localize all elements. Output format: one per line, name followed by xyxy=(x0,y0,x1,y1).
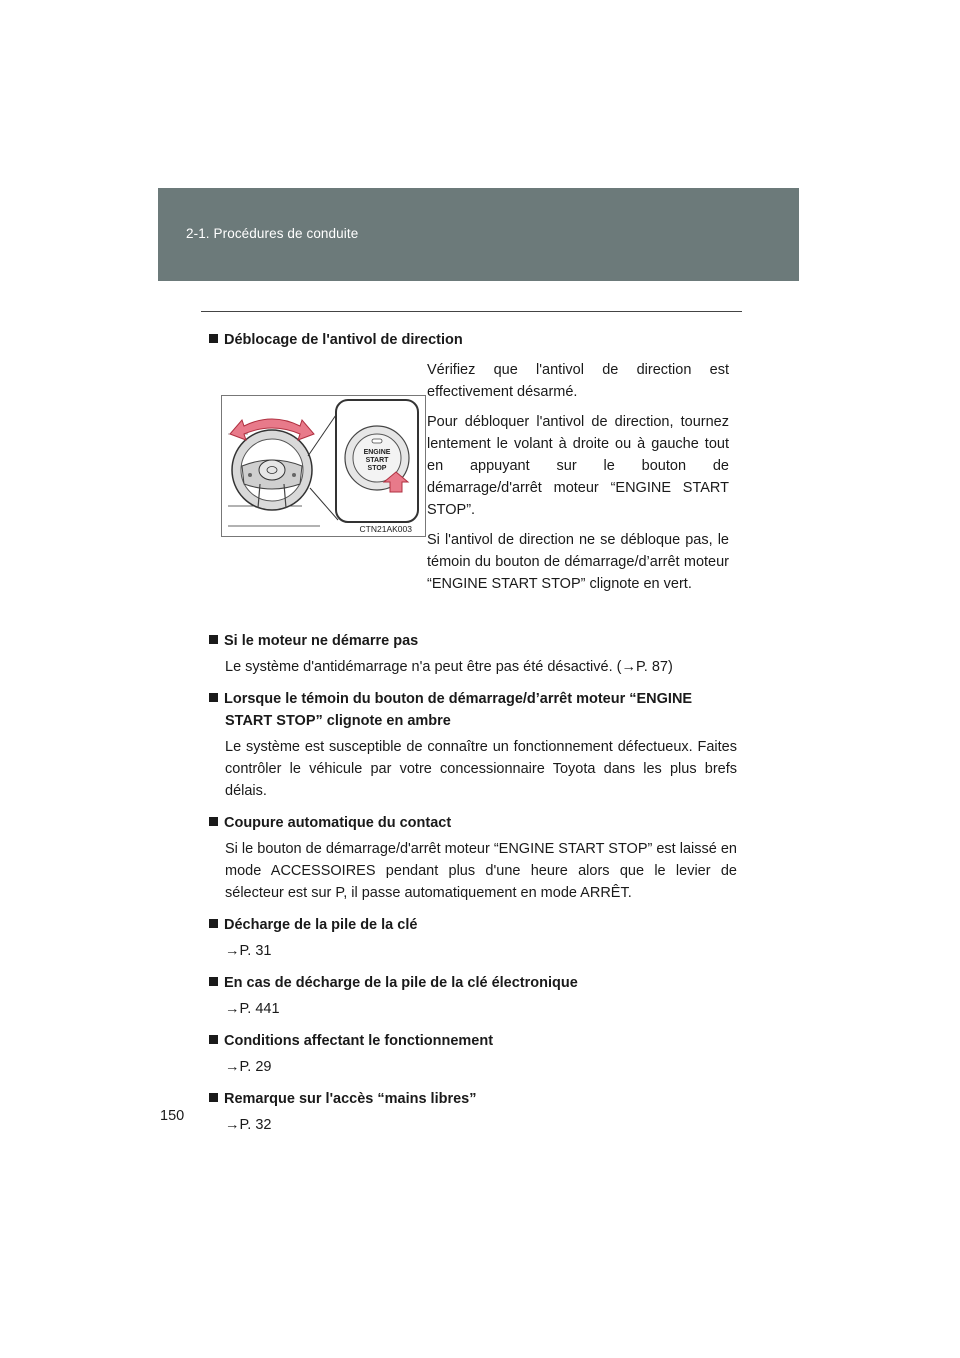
section-hands-free-note xyxy=(209,1088,737,1136)
chapter-header-band xyxy=(158,188,799,281)
button-label-line-3: STOP xyxy=(367,465,387,472)
square-bullet-icon xyxy=(209,1035,218,1044)
square-bullet-icon xyxy=(209,693,218,702)
page-number: 150 xyxy=(160,1108,185,1124)
section-title: Si le moteur ne démarre pas xyxy=(209,630,737,652)
section-title: Coupure automatique du contact xyxy=(209,812,737,834)
section-engine-not-starting xyxy=(209,630,737,678)
section-key-battery xyxy=(209,914,737,962)
steering-lock-instructions xyxy=(427,359,729,603)
chapter-title: 2-1. Procédures de conduite xyxy=(186,226,359,241)
page-content xyxy=(209,329,737,1146)
illustration-code: CTN21AK003 xyxy=(359,524,412,534)
section-divider xyxy=(201,311,742,312)
section-title: Conditions affectant le fonctionnement xyxy=(209,1030,737,1052)
section-auto-power-off xyxy=(209,812,737,904)
paragraph: Vérifiez que l'antivol de direction est effectivement désarmé. xyxy=(427,362,729,400)
steering-wheel-illustration xyxy=(221,395,426,537)
section-amber-indicator xyxy=(209,688,737,802)
paragraph: Si l'antivol de direction ne se débloque pas, le témoin du bouton de démarrage/d’arrêt moteur “ENGINE START STOP” clignote en vert. xyxy=(427,532,729,592)
steering-wheel-icon xyxy=(232,430,312,510)
paragraph: Pour débloquer l'antivol de direction, tournez lentement le volant à droite ou à gauche tout en appuyant sur le bouton de démarrage/d'arrêt moteur “ENGINE START STOP”. xyxy=(427,414,729,518)
page-reference: →P. 32 xyxy=(225,1117,272,1133)
section-steering-lock xyxy=(209,329,737,614)
steering-wheel-start-button-drawing xyxy=(222,396,425,536)
section-title: En cas de décharge de la pile de la clé électronique xyxy=(209,972,737,994)
section-electronic-key-battery xyxy=(209,972,737,1020)
section-operating-conditions xyxy=(209,1030,737,1078)
square-bullet-icon xyxy=(209,635,218,644)
section-title: Décharge de la pile de la clé xyxy=(209,914,737,936)
square-bullet-icon xyxy=(209,334,218,343)
page-reference: →P. 29 xyxy=(225,1059,272,1075)
square-bullet-icon xyxy=(209,919,218,928)
button-label-line-1: ENGINE xyxy=(363,449,391,456)
section-body: Le système est susceptible de connaître un fonctionnement défectueux. Faites contrôler le véhicule par votre concessionnaire Toyota dans les plus brefs délais. xyxy=(225,739,737,799)
square-bullet-icon xyxy=(209,977,218,986)
steering-lock-block xyxy=(209,359,737,614)
section-title: Déblocage de l'antivol de direction xyxy=(209,329,737,351)
section-title: Remarque sur l'accès “mains libres” xyxy=(209,1088,737,1110)
section-body: Le système d'antidémarrage n'a peut être pas été désactivé. (→P. 87) xyxy=(225,659,673,675)
square-bullet-icon xyxy=(209,1093,218,1102)
square-bullet-icon xyxy=(209,817,218,826)
page-reference: →P. 31 xyxy=(225,943,272,959)
section-body: Si le bouton de démarrage/d'arrêt moteur “ENGINE START STOP” est laissé en mode ACCESSOIRES pendant plus d'une heure alors que le levier de sélecteur est sur P, il passe automatiquement en mode ARRÊT. xyxy=(225,841,737,901)
button-label-line-2: START xyxy=(365,457,389,464)
page-reference: →P. 441 xyxy=(225,1001,280,1017)
section-title: Lorsque le témoin du bouton de démarrage/d’arrêt moteur “ENGINE START STOP” clignote en ambre xyxy=(209,688,737,732)
